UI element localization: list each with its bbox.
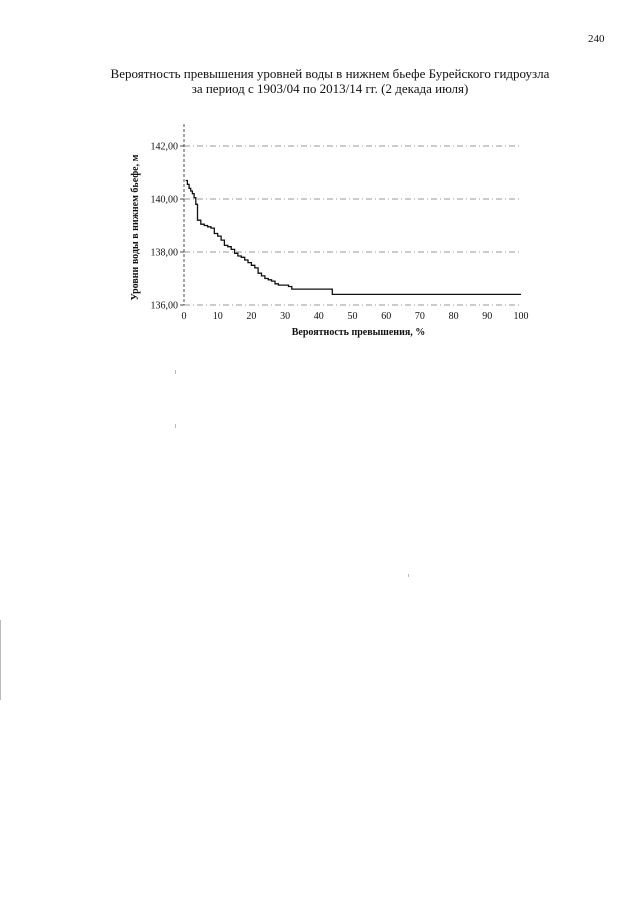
chart-title-line-1: Вероятность превышения уровней воды в нижнем бьефе Бурейского гидроузла [110,66,550,81]
axis-layer [180,124,184,305]
x-tick-label: 100 [513,311,529,322]
x-tick-label: 60 [381,311,392,322]
y-tick-label: 142,00 [150,141,178,153]
scan-speck [408,574,409,577]
x-tick-label: 30 [280,311,291,322]
x-tick-label: 0 [181,311,187,322]
x-tick-label: 40 [313,311,324,322]
grid-layer [184,146,521,305]
x-tick-label: 70 [414,311,425,322]
y-tick-label: 136,00 [150,300,178,312]
chart-title-line-2: за период с 1903/04 по 2013/14 гг. (2 декада июля) [191,81,469,96]
y-tick-label: 138,00 [150,247,178,259]
x-tick-label: 20 [246,311,257,322]
scan-speck [175,370,176,374]
x-tick-label: 10 [212,311,223,322]
y-axis-title: Уровни воды в нижнем бьефе, м [130,154,141,301]
y-tick-label: 140,00 [150,194,178,206]
x-tick-label: 80 [448,311,459,322]
scan-speck [175,424,176,428]
page-number: 240 [588,33,605,45]
x-axis-title: Вероятность превышения, % [291,327,426,338]
scan-speck [0,620,1,700]
series-line-0 [186,181,521,295]
x-tick-label: 90 [482,311,493,322]
x-tick-label: 50 [347,311,358,322]
series-layer [186,181,521,295]
